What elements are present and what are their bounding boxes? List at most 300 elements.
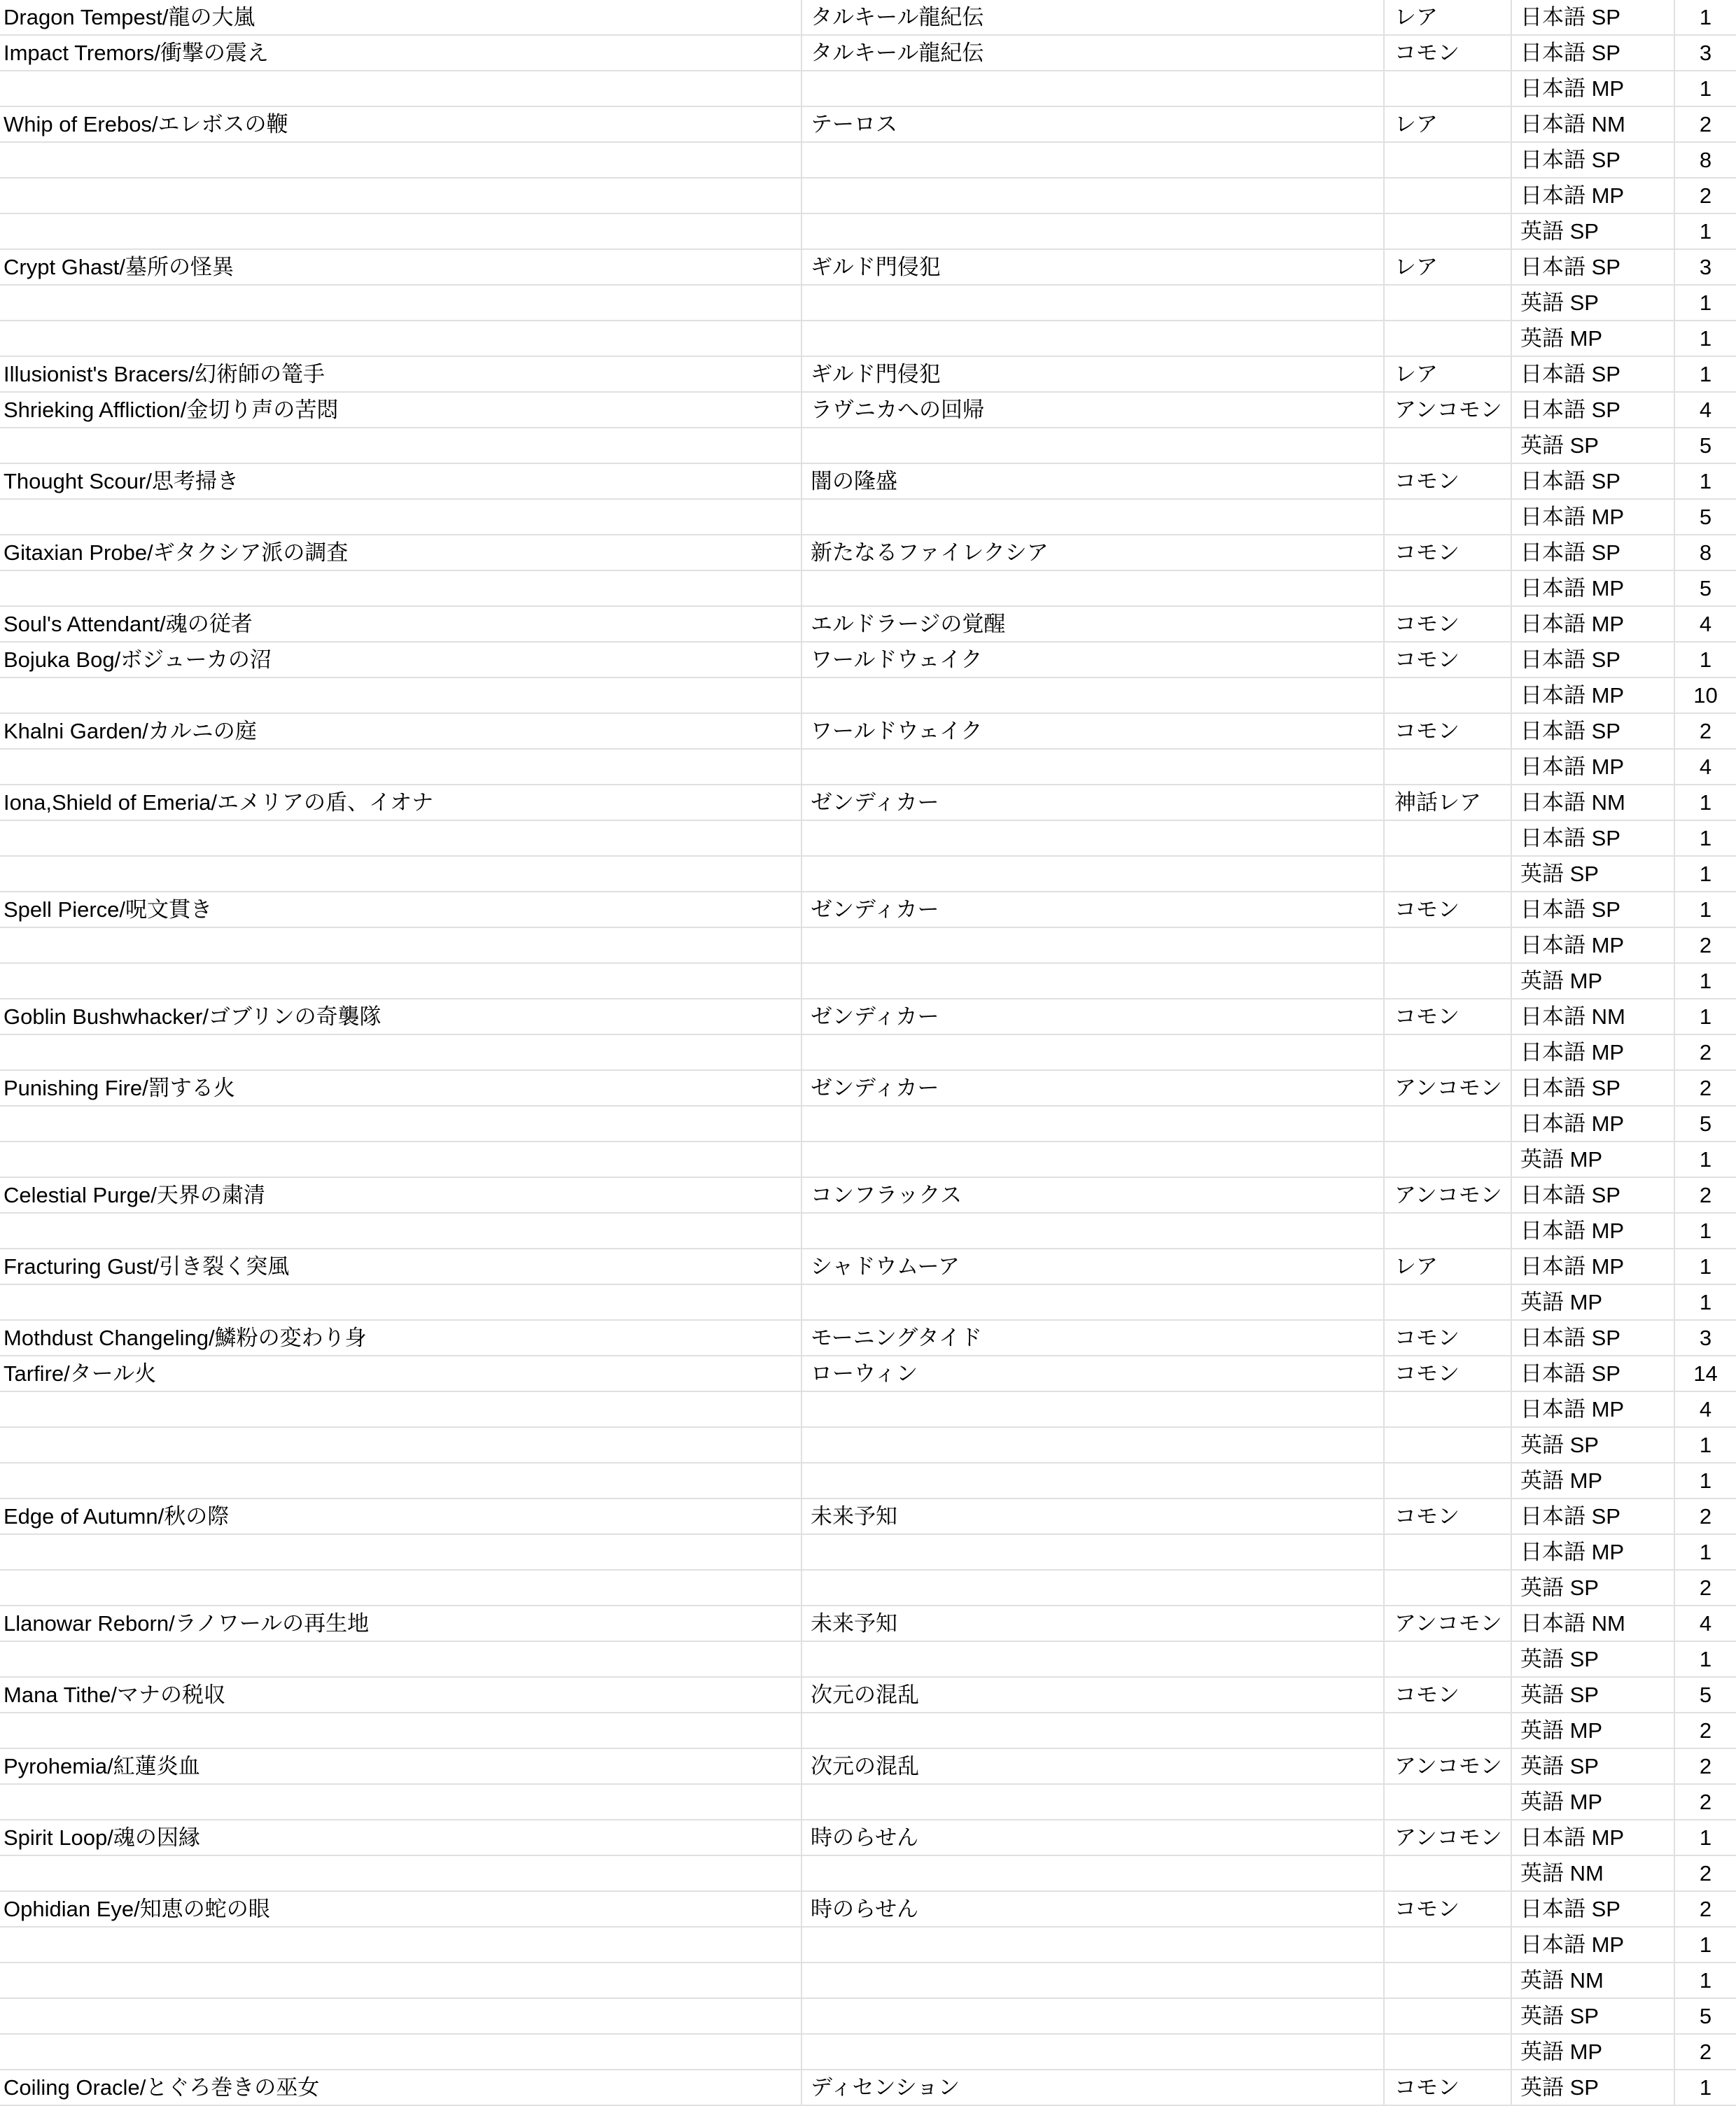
- cell-set-name[interactable]: [802, 571, 1385, 607]
- cell-card-name[interactable]: Bojuka Bog/ボジューカの沼: [0, 643, 802, 678]
- cell-set-name[interactable]: [802, 1713, 1385, 1749]
- cell-language-condition[interactable]: 英語 SP: [1512, 428, 1675, 464]
- cell-quantity[interactable]: 2: [1675, 928, 1736, 964]
- cell-card-name[interactable]: [0, 1928, 802, 1963]
- cell-language-condition[interactable]: 日本語 SP: [1512, 1321, 1675, 1356]
- cell-quantity[interactable]: 1: [1675, 71, 1736, 107]
- cell-language-condition[interactable]: 日本語 SP: [1512, 1071, 1675, 1107]
- cell-set-name[interactable]: ゼンディカー: [802, 785, 1385, 821]
- cell-set-name[interactable]: [802, 1999, 1385, 2035]
- cell-language-condition[interactable]: 日本語 SP: [1512, 643, 1675, 678]
- cell-set-name[interactable]: ディセンション: [802, 2070, 1385, 2106]
- cell-set-name[interactable]: [802, 1107, 1385, 1142]
- cell-language-condition[interactable]: 日本語 SP: [1512, 821, 1675, 857]
- cell-language-condition[interactable]: 英語 SP: [1512, 1749, 1675, 1785]
- cell-card-name[interactable]: [0, 750, 802, 785]
- cell-card-name[interactable]: [0, 1856, 802, 1892]
- cell-rarity[interactable]: [1385, 71, 1512, 107]
- cell-quantity[interactable]: 1: [1675, 1249, 1736, 1285]
- table-row: [0, 178, 1736, 214]
- cell-quantity[interactable]: 2: [1675, 1071, 1736, 1107]
- cell-quantity[interactable]: 2: [1675, 1178, 1736, 1214]
- cell-rarity[interactable]: レア: [1385, 0, 1512, 36]
- cell-language-condition[interactable]: 日本語 SP: [1512, 535, 1675, 571]
- cell-set-name[interactable]: ワールドウェイク: [802, 643, 1385, 678]
- cell-quantity[interactable]: 1: [1675, 0, 1736, 36]
- cell-rarity[interactable]: コモン: [1385, 1892, 1512, 1928]
- cell-set-name[interactable]: ギルド門侵犯: [802, 357, 1385, 393]
- cell-card-name[interactable]: [0, 178, 802, 214]
- cell-quantity[interactable]: 2: [1675, 1035, 1736, 1071]
- table-row: [0, 321, 1736, 357]
- cell-set-name[interactable]: [802, 1571, 1385, 1606]
- cell-quantity[interactable]: 2: [1675, 1571, 1736, 1606]
- cell-language-condition[interactable]: 日本語 NM: [1512, 785, 1675, 821]
- cell-language-condition[interactable]: 日本語 SP: [1512, 464, 1675, 500]
- cell-language-condition[interactable]: 日本語 SP: [1512, 1178, 1675, 1214]
- cell-rarity[interactable]: コモン: [1385, 2070, 1512, 2106]
- cell-rarity[interactable]: [1385, 178, 1512, 214]
- cell-rarity[interactable]: [1385, 1571, 1512, 1606]
- cell-rarity[interactable]: [1385, 1535, 1512, 1571]
- cell-set-name[interactable]: 闇の隆盛: [802, 464, 1385, 500]
- cell-card-name[interactable]: [0, 1142, 802, 1178]
- cell-card-name[interactable]: [0, 964, 802, 999]
- cell-set-name[interactable]: [802, 1142, 1385, 1178]
- cell-rarity[interactable]: [1385, 1142, 1512, 1178]
- cell-card-name[interactable]: [0, 143, 802, 178]
- cell-rarity[interactable]: [1385, 1713, 1512, 1749]
- cell-language-condition[interactable]: 英語 NM: [1512, 1963, 1675, 1999]
- cell-set-name[interactable]: [802, 428, 1385, 464]
- cell-language-condition[interactable]: 日本語 NM: [1512, 1606, 1675, 1642]
- cell-language-condition[interactable]: 日本語 SP: [1512, 1892, 1675, 1928]
- cell-card-name[interactable]: Coiling Oracle/とぐろ巻きの巫女: [0, 2070, 802, 2106]
- cell-set-name[interactable]: [802, 1785, 1385, 1820]
- cell-card-name[interactable]: [0, 2035, 802, 2070]
- cell-set-name[interactable]: [802, 1642, 1385, 1678]
- cell-set-name[interactable]: ローウィン: [802, 1356, 1385, 1392]
- cell-quantity[interactable]: 4: [1675, 607, 1736, 643]
- cell-rarity[interactable]: [1385, 1463, 1512, 1499]
- cell-card-name[interactable]: Mana Tithe/マナの税収: [0, 1678, 802, 1713]
- cell-card-name[interactable]: [0, 1214, 802, 1249]
- cell-rarity[interactable]: [1385, 1214, 1512, 1249]
- cell-language-condition[interactable]: 日本語 SP: [1512, 714, 1675, 750]
- cell-card-name[interactable]: [0, 1463, 802, 1499]
- cell-card-name[interactable]: [0, 678, 802, 714]
- cell-card-name[interactable]: Mothdust Changeling/鱗粉の変わり身: [0, 1321, 802, 1356]
- table-row: [0, 1463, 1736, 1499]
- cell-quantity[interactable]: 10: [1675, 678, 1736, 714]
- cell-quantity[interactable]: 2: [1675, 2035, 1736, 2070]
- cell-set-name[interactable]: ラヴニカへの回帰: [802, 393, 1385, 428]
- cell-card-name[interactable]: Khalni Garden/カルニの庭: [0, 714, 802, 750]
- cell-quantity[interactable]: 2: [1675, 107, 1736, 143]
- cell-card-name[interactable]: [0, 1428, 802, 1463]
- cell-rarity[interactable]: アンコモン: [1385, 393, 1512, 428]
- cell-language-condition[interactable]: 日本語 SP: [1512, 1499, 1675, 1535]
- cell-quantity[interactable]: 1: [1675, 214, 1736, 250]
- cell-rarity[interactable]: コモン: [1385, 999, 1512, 1035]
- cell-language-condition[interactable]: 英語 SP: [1512, 2070, 1675, 2106]
- cell-set-name[interactable]: ゼンディカー: [802, 892, 1385, 928]
- cell-card-name[interactable]: [0, 286, 802, 321]
- cell-rarity[interactable]: [1385, 1856, 1512, 1892]
- cell-set-name[interactable]: ゼンディカー: [802, 1071, 1385, 1107]
- cell-set-name[interactable]: タルキール龍紀伝: [802, 0, 1385, 36]
- cell-language-condition[interactable]: 日本語 MP: [1512, 928, 1675, 964]
- cell-language-condition[interactable]: 日本語 SP: [1512, 1356, 1675, 1392]
- cell-rarity[interactable]: レア: [1385, 1249, 1512, 1285]
- cell-rarity[interactable]: [1385, 1642, 1512, 1678]
- cell-language-condition[interactable]: 日本語 MP: [1512, 678, 1675, 714]
- cell-language-condition[interactable]: 日本語 SP: [1512, 892, 1675, 928]
- cell-card-name[interactable]: [0, 1999, 802, 2035]
- cell-card-name[interactable]: [0, 1035, 802, 1071]
- cell-language-condition[interactable]: 英語 SP: [1512, 1999, 1675, 2035]
- cell-rarity[interactable]: [1385, 1999, 1512, 2035]
- cell-set-name[interactable]: [802, 678, 1385, 714]
- cell-rarity[interactable]: コモン: [1385, 464, 1512, 500]
- cell-rarity[interactable]: コモン: [1385, 1356, 1512, 1392]
- cell-set-name[interactable]: [802, 928, 1385, 964]
- cell-rarity[interactable]: [1385, 821, 1512, 857]
- cell-language-condition[interactable]: 英語 SP: [1512, 1678, 1675, 1713]
- cell-quantity[interactable]: 1: [1675, 999, 1736, 1035]
- cell-language-condition[interactable]: 英語 SP: [1512, 1571, 1675, 1606]
- cell-card-name[interactable]: Crypt Ghast/墓所の怪異: [0, 250, 802, 286]
- cell-quantity[interactable]: 8: [1675, 143, 1736, 178]
- cell-set-name[interactable]: [802, 1428, 1385, 1463]
- cell-rarity[interactable]: コモン: [1385, 714, 1512, 750]
- cell-card-name[interactable]: [0, 857, 802, 892]
- cell-set-name[interactable]: 新たなるファイレクシア: [802, 535, 1385, 571]
- cell-set-name[interactable]: 未来予知: [802, 1499, 1385, 1535]
- cell-rarity[interactable]: [1385, 1785, 1512, 1820]
- cell-language-condition[interactable]: 日本語 MP: [1512, 500, 1675, 535]
- cell-set-name[interactable]: 時のらせん: [802, 1892, 1385, 1928]
- cell-card-name[interactable]: [0, 1285, 802, 1321]
- cell-quantity[interactable]: 1: [1675, 1142, 1736, 1178]
- cell-language-condition[interactable]: 日本語 MP: [1512, 1214, 1675, 1249]
- cell-language-condition[interactable]: 日本語 MP: [1512, 1928, 1675, 1963]
- cell-set-name[interactable]: [802, 1035, 1385, 1071]
- cell-language-condition[interactable]: 英語 SP: [1512, 857, 1675, 892]
- cell-quantity[interactable]: 1: [1675, 357, 1736, 393]
- cell-quantity[interactable]: 3: [1675, 250, 1736, 286]
- cell-set-name[interactable]: [802, 964, 1385, 999]
- cell-rarity[interactable]: [1385, 571, 1512, 607]
- cell-language-condition[interactable]: 英語 MP: [1512, 1713, 1675, 1749]
- cell-quantity[interactable]: 14: [1675, 1356, 1736, 1392]
- cell-card-name[interactable]: [0, 1392, 802, 1428]
- cell-rarity[interactable]: アンコモン: [1385, 1820, 1512, 1856]
- cell-card-name[interactable]: Gitaxian Probe/ギタクシア派の調査: [0, 535, 802, 571]
- cell-language-condition[interactable]: 日本語 MP: [1512, 1249, 1675, 1285]
- cell-language-condition[interactable]: 英語 MP: [1512, 321, 1675, 357]
- cell-set-name[interactable]: [802, 71, 1385, 107]
- cell-rarity[interactable]: コモン: [1385, 1499, 1512, 1535]
- cell-set-name[interactable]: 次元の混乱: [802, 1749, 1385, 1785]
- cell-language-condition[interactable]: 英語 MP: [1512, 2035, 1675, 2070]
- cell-quantity[interactable]: 1: [1675, 892, 1736, 928]
- cell-card-name[interactable]: Soul's Attendant/魂の従者: [0, 607, 802, 643]
- cell-quantity[interactable]: 2: [1675, 1499, 1736, 1535]
- cell-quantity[interactable]: 1: [1675, 321, 1736, 357]
- cell-card-name[interactable]: [0, 1535, 802, 1571]
- cell-quantity[interactable]: 4: [1675, 393, 1736, 428]
- cell-rarity[interactable]: 神話レア: [1385, 785, 1512, 821]
- cell-set-name[interactable]: [802, 1535, 1385, 1571]
- cell-set-name[interactable]: ワールドウェイク: [802, 714, 1385, 750]
- cell-card-name[interactable]: [0, 1785, 802, 1820]
- cell-card-name[interactable]: Pyrohemia/紅蓮炎血: [0, 1749, 802, 1785]
- cell-card-name[interactable]: [0, 1713, 802, 1749]
- cell-set-name[interactable]: 未来予知: [802, 1606, 1385, 1642]
- cell-rarity[interactable]: [1385, 1928, 1512, 1963]
- cell-rarity[interactable]: コモン: [1385, 535, 1512, 571]
- cell-quantity[interactable]: 1: [1675, 1820, 1736, 1856]
- cell-quantity[interactable]: 1: [1675, 286, 1736, 321]
- cell-quantity[interactable]: 1: [1675, 821, 1736, 857]
- cell-rarity[interactable]: コモン: [1385, 1678, 1512, 1713]
- cell-language-condition[interactable]: 英語 SP: [1512, 214, 1675, 250]
- cell-set-name[interactable]: [802, 500, 1385, 535]
- cell-quantity[interactable]: 1: [1675, 1428, 1736, 1463]
- cell-card-name[interactable]: [0, 321, 802, 357]
- cell-rarity[interactable]: [1385, 321, 1512, 357]
- cell-quantity[interactable]: 5: [1675, 428, 1736, 464]
- cell-quantity[interactable]: 1: [1675, 643, 1736, 678]
- cell-rarity[interactable]: [1385, 500, 1512, 535]
- cell-card-name[interactable]: [0, 571, 802, 607]
- cell-rarity[interactable]: コモン: [1385, 607, 1512, 643]
- cell-card-name[interactable]: Iona,Shield of Emeria/エメリアの盾、イオナ: [0, 785, 802, 821]
- cell-set-name[interactable]: シャドウムーア: [802, 1249, 1385, 1285]
- cell-set-name[interactable]: [802, 821, 1385, 857]
- cell-set-name[interactable]: コンフラックス: [802, 1178, 1385, 1214]
- cell-language-condition[interactable]: 英語 MP: [1512, 964, 1675, 999]
- cell-rarity[interactable]: [1385, 214, 1512, 250]
- cell-set-name[interactable]: [802, 750, 1385, 785]
- cell-card-name[interactable]: Edge of Autumn/秋の際: [0, 1499, 802, 1535]
- cell-card-name[interactable]: Illusionist's Bracers/幻術師の篭手: [0, 357, 802, 393]
- cell-language-condition[interactable]: 日本語 SP: [1512, 143, 1675, 178]
- cell-language-condition[interactable]: 英語 NM: [1512, 1856, 1675, 1892]
- cell-language-condition[interactable]: 日本語 MP: [1512, 178, 1675, 214]
- cell-language-condition[interactable]: 英語 SP: [1512, 1428, 1675, 1463]
- cell-card-name[interactable]: Impact Tremors/衝撃の震え: [0, 36, 802, 71]
- cell-quantity[interactable]: 1: [1675, 1535, 1736, 1571]
- cell-quantity[interactable]: 1: [1675, 1642, 1736, 1678]
- cell-set-name[interactable]: 時のらせん: [802, 1820, 1385, 1856]
- cell-set-name[interactable]: [802, 1285, 1385, 1321]
- cell-language-condition[interactable]: 日本語 MP: [1512, 571, 1675, 607]
- cell-rarity[interactable]: アンコモン: [1385, 1606, 1512, 1642]
- cell-rarity[interactable]: アンコモン: [1385, 1749, 1512, 1785]
- cell-quantity[interactable]: 1: [1675, 785, 1736, 821]
- cell-rarity[interactable]: [1385, 1392, 1512, 1428]
- cell-language-condition[interactable]: 日本語 MP: [1512, 1035, 1675, 1071]
- cell-set-name[interactable]: [802, 2035, 1385, 2070]
- cell-card-name[interactable]: Shrieking Affliction/金切り声の苦悶: [0, 393, 802, 428]
- cell-rarity[interactable]: [1385, 928, 1512, 964]
- cell-language-condition[interactable]: 英語 MP: [1512, 1463, 1675, 1499]
- cell-language-condition[interactable]: 英語 MP: [1512, 1142, 1675, 1178]
- cell-card-name[interactable]: Celestial Purge/天界の粛清: [0, 1178, 802, 1214]
- cell-card-name[interactable]: Dragon Tempest/龍の大嵐: [0, 0, 802, 36]
- cell-quantity[interactable]: 8: [1675, 535, 1736, 571]
- cell-quantity[interactable]: 1: [1675, 1214, 1736, 1249]
- cell-language-condition[interactable]: 日本語 MP: [1512, 1820, 1675, 1856]
- cell-card-name[interactable]: Thought Scour/思考掃き: [0, 464, 802, 500]
- cell-language-condition[interactable]: 英語 MP: [1512, 1285, 1675, 1321]
- cell-set-name[interactable]: [802, 1856, 1385, 1892]
- cell-language-condition[interactable]: 英語 SP: [1512, 286, 1675, 321]
- cell-quantity[interactable]: 1: [1675, 1928, 1736, 1963]
- cell-card-name[interactable]: [0, 214, 802, 250]
- cell-rarity[interactable]: [1385, 964, 1512, 999]
- cell-quantity[interactable]: 1: [1675, 1963, 1736, 1999]
- cell-language-condition[interactable]: 英語 MP: [1512, 1785, 1675, 1820]
- cell-language-condition[interactable]: 日本語 SP: [1512, 357, 1675, 393]
- cell-quantity[interactable]: 1: [1675, 1463, 1736, 1499]
- cell-language-condition[interactable]: 日本語 MP: [1512, 750, 1675, 785]
- cell-quantity[interactable]: 2: [1675, 714, 1736, 750]
- cell-quantity[interactable]: 2: [1675, 1892, 1736, 1928]
- cell-set-name[interactable]: [802, 1463, 1385, 1499]
- cell-rarity[interactable]: アンコモン: [1385, 1071, 1512, 1107]
- cell-quantity[interactable]: 1: [1675, 964, 1736, 999]
- cell-card-name[interactable]: [0, 1963, 802, 1999]
- cell-set-name[interactable]: モーニングタイド: [802, 1321, 1385, 1356]
- cell-set-name[interactable]: テーロス: [802, 107, 1385, 143]
- cell-rarity[interactable]: [1385, 1428, 1512, 1463]
- cell-rarity[interactable]: [1385, 1107, 1512, 1142]
- cell-set-name[interactable]: 次元の混乱: [802, 1678, 1385, 1713]
- cell-set-name[interactable]: [802, 1963, 1385, 1999]
- cell-rarity[interactable]: [1385, 1963, 1512, 1999]
- cell-set-name[interactable]: ゼンディカー: [802, 999, 1385, 1035]
- cell-language-condition[interactable]: 日本語 SP: [1512, 393, 1675, 428]
- cell-set-name[interactable]: ギルド門侵犯: [802, 250, 1385, 286]
- cell-set-name[interactable]: [802, 286, 1385, 321]
- cell-quantity[interactable]: 5: [1675, 1107, 1736, 1142]
- cell-card-name[interactable]: [0, 1642, 802, 1678]
- cell-quantity[interactable]: 2: [1675, 1749, 1736, 1785]
- cell-set-name[interactable]: [802, 857, 1385, 892]
- cell-quantity[interactable]: 3: [1675, 36, 1736, 71]
- cell-rarity[interactable]: コモン: [1385, 643, 1512, 678]
- cell-rarity[interactable]: [1385, 2035, 1512, 2070]
- cell-language-condition[interactable]: 日本語 NM: [1512, 999, 1675, 1035]
- cell-card-name[interactable]: Goblin Bushwhacker/ゴブリンの奇襲隊: [0, 999, 802, 1035]
- cell-set-name[interactable]: [802, 143, 1385, 178]
- cell-quantity[interactable]: 2: [1675, 178, 1736, 214]
- cell-language-condition[interactable]: 日本語 SP: [1512, 250, 1675, 286]
- cell-quantity[interactable]: 5: [1675, 571, 1736, 607]
- cell-language-condition[interactable]: 英語 SP: [1512, 1642, 1675, 1678]
- cell-quantity[interactable]: 4: [1675, 1606, 1736, 1642]
- cell-rarity[interactable]: レア: [1385, 357, 1512, 393]
- cell-language-condition[interactable]: 日本語 MP: [1512, 1535, 1675, 1571]
- cell-rarity[interactable]: アンコモン: [1385, 1178, 1512, 1214]
- cell-card-name[interactable]: [0, 928, 802, 964]
- cell-rarity[interactable]: [1385, 750, 1512, 785]
- cell-card-name[interactable]: Fracturing Gust/引き裂く突風: [0, 1249, 802, 1285]
- cell-language-condition[interactable]: 日本語 NM: [1512, 107, 1675, 143]
- cell-card-name[interactable]: Ophidian Eye/知恵の蛇の眼: [0, 1892, 802, 1928]
- cell-language-condition[interactable]: 日本語 MP: [1512, 1107, 1675, 1142]
- cell-card-name[interactable]: Spell Pierce/呪文貫き: [0, 892, 802, 928]
- cell-card-name[interactable]: Llanowar Reborn/ラノワールの再生地: [0, 1606, 802, 1642]
- cell-card-name[interactable]: [0, 821, 802, 857]
- cell-card-name[interactable]: Spirit Loop/魂の因縁: [0, 1820, 802, 1856]
- cell-language-condition[interactable]: 日本語 SP: [1512, 36, 1675, 71]
- cell-language-condition[interactable]: 日本語 MP: [1512, 71, 1675, 107]
- cell-set-name[interactable]: [802, 1392, 1385, 1428]
- cell-quantity[interactable]: 1: [1675, 2070, 1736, 2106]
- cell-quantity[interactable]: 5: [1675, 1999, 1736, 2035]
- cell-card-name[interactable]: [0, 71, 802, 107]
- cell-set-name[interactable]: [802, 321, 1385, 357]
- cell-card-name[interactable]: [0, 428, 802, 464]
- cell-set-name[interactable]: [802, 1214, 1385, 1249]
- cell-quantity[interactable]: 5: [1675, 500, 1736, 535]
- cell-language-condition[interactable]: 日本語 SP: [1512, 0, 1675, 36]
- cell-quantity[interactable]: 1: [1675, 1285, 1736, 1321]
- cell-rarity[interactable]: [1385, 857, 1512, 892]
- cell-card-name[interactable]: Whip of Erebos/エレボスの鞭: [0, 107, 802, 143]
- cell-card-name[interactable]: Tarfire/タール火: [0, 1356, 802, 1392]
- cell-rarity[interactable]: コモン: [1385, 36, 1512, 71]
- cell-rarity[interactable]: [1385, 428, 1512, 464]
- cell-quantity[interactable]: 4: [1675, 750, 1736, 785]
- cell-language-condition[interactable]: 日本語 MP: [1512, 607, 1675, 643]
- cell-card-name[interactable]: [0, 500, 802, 535]
- table-row: [0, 928, 1736, 964]
- cell-quantity[interactable]: 1: [1675, 464, 1736, 500]
- cell-rarity[interactable]: [1385, 143, 1512, 178]
- cell-rarity[interactable]: コモン: [1385, 892, 1512, 928]
- cell-rarity[interactable]: [1385, 1285, 1512, 1321]
- cell-quantity[interactable]: 2: [1675, 1785, 1736, 1820]
- cell-set-name[interactable]: [802, 214, 1385, 250]
- cell-set-name[interactable]: タルキール龍紀伝: [802, 36, 1385, 71]
- cell-card-name[interactable]: [0, 1571, 802, 1606]
- cell-rarity[interactable]: [1385, 286, 1512, 321]
- cell-rarity[interactable]: レア: [1385, 107, 1512, 143]
- cell-quantity[interactable]: 5: [1675, 1678, 1736, 1713]
- cell-quantity[interactable]: 2: [1675, 1713, 1736, 1749]
- cell-quantity[interactable]: 4: [1675, 1392, 1736, 1428]
- cell-language-condition[interactable]: 日本語 MP: [1512, 1392, 1675, 1428]
- cell-quantity[interactable]: 2: [1675, 1856, 1736, 1892]
- cell-rarity[interactable]: [1385, 678, 1512, 714]
- cell-quantity[interactable]: 3: [1675, 1321, 1736, 1356]
- cell-quantity[interactable]: 1: [1675, 857, 1736, 892]
- cell-set-name[interactable]: [802, 178, 1385, 214]
- cell-rarity[interactable]: コモン: [1385, 1321, 1512, 1356]
- cell-set-name[interactable]: [802, 1928, 1385, 1963]
- cell-set-name[interactable]: エルドラージの覚醒: [802, 607, 1385, 643]
- cell-rarity[interactable]: [1385, 1035, 1512, 1071]
- cell-rarity[interactable]: レア: [1385, 250, 1512, 286]
- cell-card-name[interactable]: Punishing Fire/罰する火: [0, 1071, 802, 1107]
- cell-card-name[interactable]: [0, 1107, 802, 1142]
- table-row: [0, 464, 1736, 500]
